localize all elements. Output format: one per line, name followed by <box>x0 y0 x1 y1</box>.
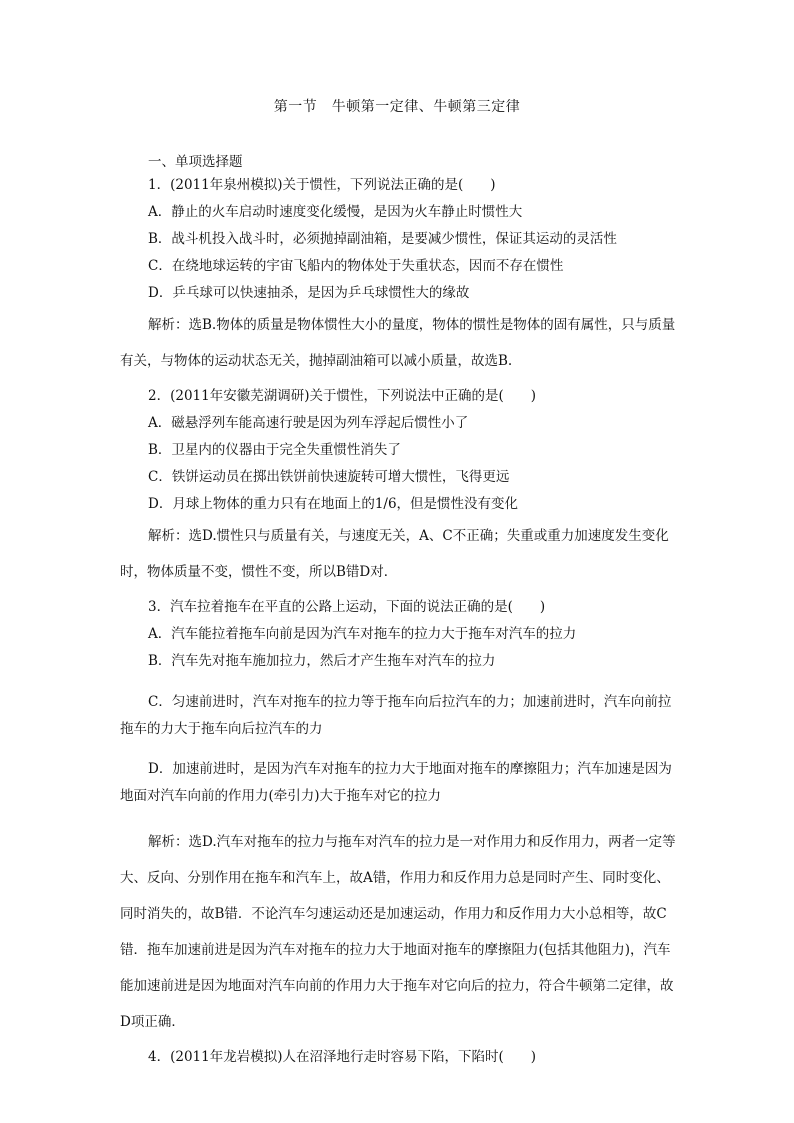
option-b: B．汽车先对拖车施加拉力，然后才产生拖车对汽车的拉力 <box>148 653 496 669</box>
option-c: C．在绕地球运转的宇宙飞船内的物体处于失重状态，因而不存在惯性 <box>148 258 564 274</box>
analysis-text: 解析：选D.汽车对拖车的拉力与拖车对汽车的拉力是一对作用力和反作用力，两者一定等大、反向、分别作用在拖车和汽车上，故A错，作用力和反作用力总是同时产生、同时变化、同时消失的，故B错．不论汽车匀速运动还是加速运动，作用力和反作用力大小总相等，故C错．拖车加速前进是因为汽车对拖车的拉力大于地面对拖车的摩擦阻力(包括其他阻力)，汽车能加速前进是因为地面对汽车向前的作用力大于拖车对它向后的拉力，符合牛顿第二定律，故D项正确． <box>120 833 676 1030</box>
option-b: B．战斗机投入战斗时，必须抛掉副油箱，是要减少惯性，保证其运动的灵活性 <box>148 231 617 247</box>
section-heading: 一、单项选择题 <box>148 154 243 170</box>
option-c: C．铁饼运动员在掷出铁饼前快速旋转可增大惯性，飞得更远 <box>148 469 510 485</box>
question-stem: 4．(2011年龙岩模拟)人在沼泽地行走时容易下陷，下陷时( ) <box>148 1048 537 1065</box>
option-a: A．磁悬浮列车能高速行驶是因为列车浮起后惯性小了 <box>148 415 469 431</box>
option-a: A．静止的火车启动时速度变化缓慢，是因为火车静止时惯性大 <box>148 204 523 220</box>
option-b: B．卫星内的仪器由于完全失重惯性消失了 <box>148 442 401 458</box>
option-c: C．匀速前进时，汽车对拖车的拉力等于拖车向后拉汽车的力；加速前进时，汽车向前拉拖车的力大于拖车向后拉汽车的力 <box>120 693 672 737</box>
analysis-text: 解析：选D.惯性只与质量有关，与速度无关，A、C不正确；失重或重力加速度发生变化时，物体质量不变，惯性不变，所以B错D对． <box>120 528 669 580</box>
analysis-text: 解析：选B.物体的质量是物体惯性大小的量度，物体的惯性是物体的固有属性，只与质量有关，与物体的运动状态无关，抛掉副油箱可以减小质量，故选B. <box>120 317 676 369</box>
question-stem: 1．(2011年泉州模拟)关于惯性，下列说法正确的是( ) <box>148 177 496 193</box>
question-stem: 2．(2011年安徽芜湖调研)关于惯性，下列说法中正确的是( ) <box>148 388 537 404</box>
question-stem: 3．汽车拉着拖车在平直的公路上运动，下面的说法正确的是( ) <box>148 599 546 615</box>
page-title: 第一节 牛顿第一定律、牛顿第三定律 <box>273 99 521 115</box>
option-a: A．汽车能拉着拖车向前是因为汽车对拖车的拉力大于拖车对汽车的拉力 <box>148 626 577 642</box>
option-d: D．月球上物体的重力只有在地面上的1/6，但是惯性没有变化 <box>148 496 519 512</box>
option-d: D．乒乓球可以快速抽杀，是因为乒乓球惯性大的缘故 <box>148 285 470 301</box>
question-list <box>120 172 680 1071</box>
option-d: D．加速前进时，是因为汽车对拖车的拉力大于地面对拖车的摩擦阻力；汽车加速是因为地面对汽车向前的作用力(牵引力)大于拖车对它的拉力 <box>120 761 672 804</box>
